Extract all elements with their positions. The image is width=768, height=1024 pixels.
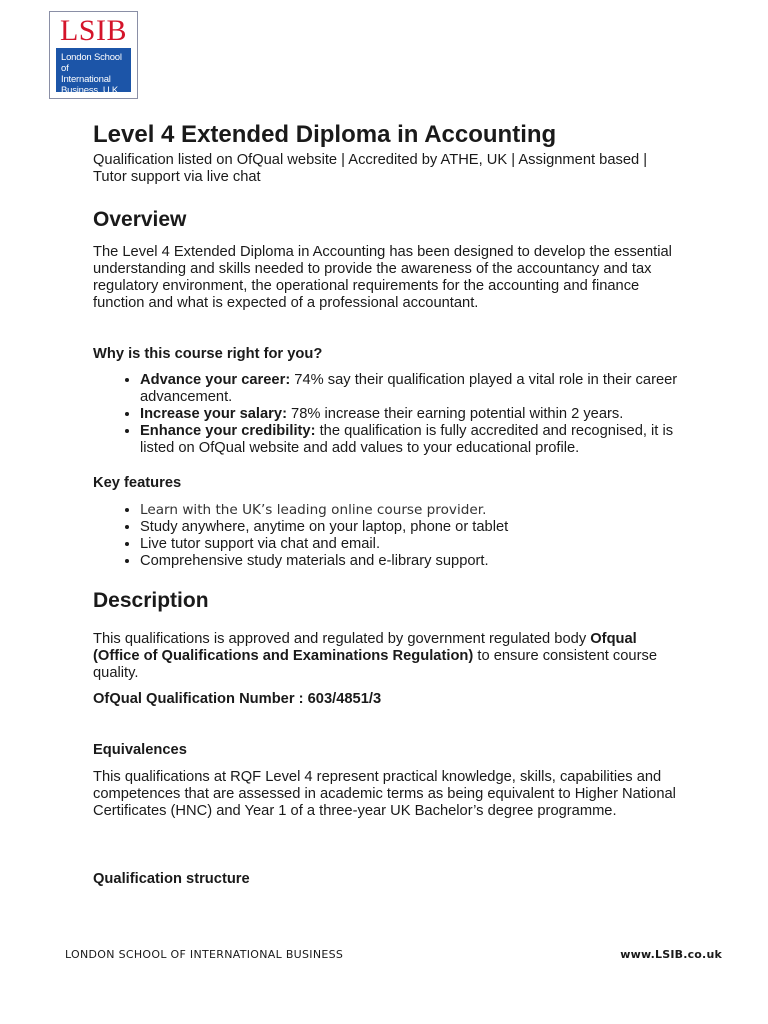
key-features-heading: Key features (93, 475, 182, 491)
key-feature-4: Comprehensive study materials and e-library support. (140, 553, 489, 569)
logo-tagline (56, 48, 131, 96)
footer-website-link[interactable]: www.LSIB.co.uk (620, 948, 722, 961)
page-title: Level 4 Extended Diploma in Accounting (93, 121, 557, 148)
logo-acronym: LSIB (59, 14, 127, 47)
list-item (140, 553, 678, 570)
why-item-3-bold: Enhance your credibility: (140, 423, 316, 439)
why-heading: Why is this course right for you? (93, 346, 323, 362)
description-body-end: to ensure consistent course quality. (93, 648, 657, 681)
why-item-3-text: the qualification is fully accredited and recognised, it is listed on OfQual website and add values to your educational profile. (140, 423, 674, 456)
why-item-1-bold: Advance your career: (140, 372, 291, 388)
footer-school-name: LONDON SCHOOL OF INTERNATIONAL BUSINESS (65, 948, 344, 961)
equivalences-heading: Equivalences (93, 742, 187, 758)
list-item (140, 423, 678, 457)
list-item (140, 519, 678, 536)
description-body-start: This qualifications is approved and regulated by government regulated body (93, 631, 591, 647)
list-item (140, 502, 678, 519)
why-item-2-text: 78% increase their earning potential within 2 years. (286, 406, 624, 422)
qualification-number: OfQual Qualification Number : 603/4851/3 (93, 691, 382, 707)
list-item (140, 372, 678, 406)
overview-heading: Overview (93, 208, 187, 231)
list-item (140, 406, 678, 423)
page-footer (65, 948, 722, 964)
logo-line-1: London School of (61, 52, 122, 74)
lsib-logo (49, 11, 138, 99)
why-item-1-text: 74% say their qualification played a vital role in their career advancement. (140, 372, 678, 405)
key-features-list (93, 502, 678, 570)
why-item-2-bold: Increase your salary: (140, 406, 287, 422)
key-feature-2: Study anywhere, anytime on your laptop, phone or tablet (140, 519, 509, 535)
key-feature-3: Live tutor support via chat and email. (140, 536, 381, 552)
qualification-structure-heading: Qualification structure (93, 871, 250, 887)
key-feature-1: Learn with the UK’s leading online course provider. (140, 502, 487, 518)
page-subtitle: Qualification listed on OfQual website | Accredited by ATHE, UK | Assignment based | Tutor support via live chat (93, 152, 648, 185)
equivalences-body: This qualifications at RQF Level 4 represent practical knowledge, skills, capabilities and competences that are assessed in academic terms as being equivalent to Higher National Certificates (HNC) and Year 1 of a three-year UK Bachelor’s degree programme. (93, 769, 676, 819)
document-body (93, 118, 678, 887)
description-heading: Description (93, 589, 209, 612)
logo-line-2: International (61, 74, 111, 85)
why-list (93, 372, 678, 457)
logo-line-3: Business, U.K. (61, 85, 121, 96)
list-item (140, 536, 678, 553)
description-body (93, 631, 678, 682)
overview-body: The Level 4 Extended Diploma in Accounting has been designed to develop the essential understanding and skills needed to provide the awareness of the accountancy and tax regulatory environment, the operational requirements for the accounting and finance function and what is expected of a professional accountant. (93, 244, 672, 311)
description-body-bold: Ofqual (Office of Qualifications and Examinations Regulation) (93, 631, 637, 664)
